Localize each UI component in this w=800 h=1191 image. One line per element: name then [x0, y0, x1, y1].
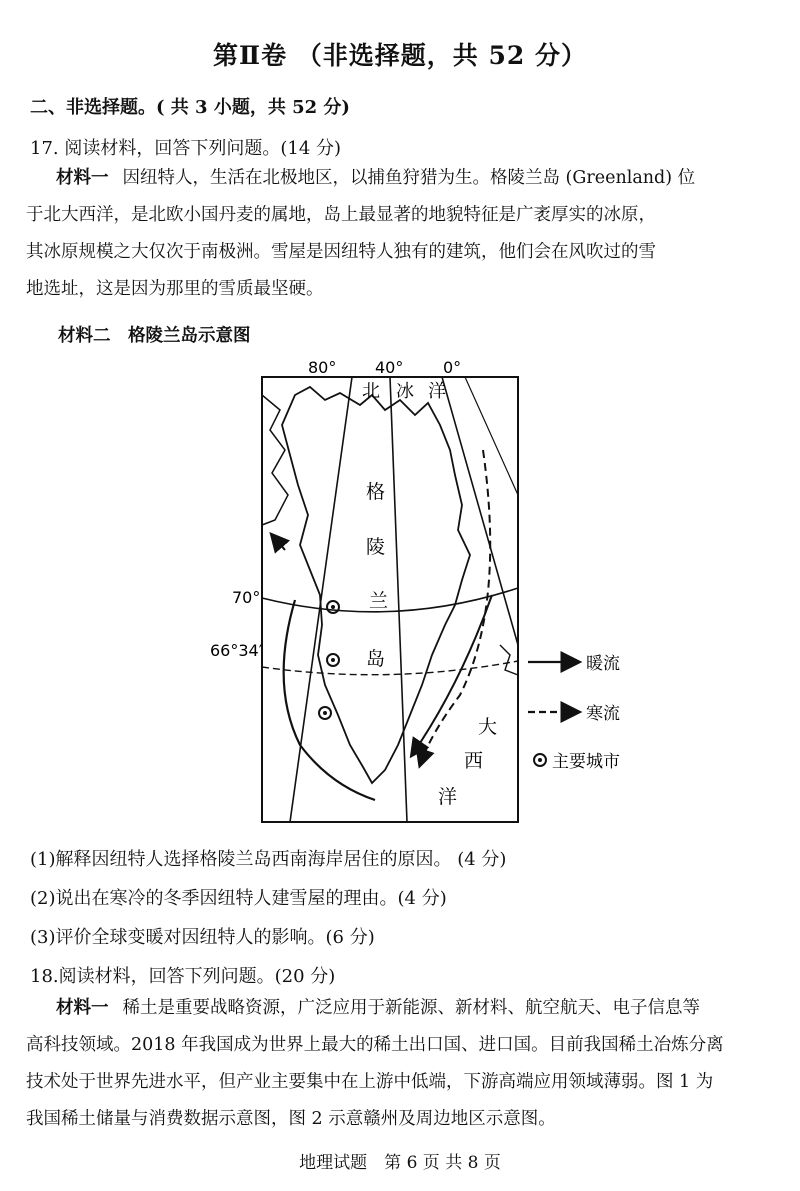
lat-label-arctic: 66°34′ — [210, 641, 263, 660]
label-xi: 西 — [464, 750, 484, 772]
q17-material-2-label: 材料二 格陵兰岛示意图 — [58, 326, 251, 346]
lon-label-80: 80° — [308, 358, 337, 377]
q17-sub-1: (1)解释因纽特人选择格陵兰岛西南海岸居住的原因。 (4 分) — [30, 849, 507, 870]
lat-label-70: 70° — [232, 588, 261, 607]
arctic-circle — [262, 661, 518, 675]
label-yang: 洋 — [428, 381, 446, 402]
lon-label-40: 40° — [375, 358, 404, 377]
q17-sub-3: (3)评价全球变暖对因纽特人的影响。(6 分) — [30, 927, 375, 948]
q18-m1-line-4: 我国稀土储量与消费数据示意图，图 2 示意赣州及周边地区示意图。 — [26, 1109, 556, 1129]
label-ling: 陵 — [366, 536, 386, 558]
q17-m1-line-2: 于北大西洋，是北欧小国丹麦的属地，岛上最显著的地貌特征是广袤厚实的冰原， — [26, 205, 656, 225]
label-bing: 冰 — [396, 381, 414, 402]
meridian-extra — [465, 377, 518, 495]
baffin-cold-current — [272, 535, 285, 550]
q18-m1-line-1: 材料一 稀土是重要战略资源，广泛应用于新能源、新材料、航空航天、电子信息等 — [56, 998, 700, 1018]
label-dao: 岛 — [366, 648, 386, 670]
q18-m1-line-3: 技术处于世界先进水平，但产业主要集中在上游中低端，下游高端应用领域薄弱。图 1 为 — [26, 1072, 714, 1092]
question-18-heading: 18.阅读材料，回答下列问题。(20 分) — [30, 966, 336, 987]
question-17-heading: 17. 阅读材料，回答下列问题。(14 分) — [30, 138, 342, 159]
page-title: 第Ⅱ卷 （非选择题，共 52 分） — [213, 41, 587, 70]
label-lan: 兰 — [369, 590, 389, 612]
greenland-coast — [282, 387, 470, 783]
q18-material-1 — [26, 990, 776, 1138]
label-bei: 北 — [362, 381, 380, 402]
q18-m1-line-2: 高科技领域。2018 年我国成为世界上最大的稀土出口国、进口国。目前我国稀土冶炼分离 — [26, 1035, 724, 1055]
q17-m1-line-1: 材料一 因纽特人，生活在北极地区，以捕鱼狩猎为生。格陵兰岛 (Greenland) 位 — [56, 168, 696, 188]
q17-material-1 — [26, 160, 776, 308]
q17-m1-label: 材料一 — [56, 168, 109, 188]
label-ge: 格 — [366, 481, 386, 503]
lon-label-0: 0° — [443, 358, 462, 377]
legend-warm-label: 暖流 — [586, 654, 620, 674]
label-ocean-yang: 洋 — [438, 786, 458, 808]
label-da: 大 — [478, 716, 498, 738]
section-heading: 二、非选择题。( 共 3 小题，共 52 分) — [30, 97, 350, 118]
legend-cold-label: 寒流 — [586, 704, 620, 724]
page-footer: 地理试题 第 6 页 共 8 页 — [299, 1153, 501, 1173]
q18-m1-label: 材料一 — [56, 998, 109, 1018]
q17-sub-2: (2)说出在寒冷的冬季因纽特人建雪屋的理由。(4 分) — [30, 888, 447, 909]
q17-m1-line-3: 其冰原规模之大仅次于南极洲。雪屋是因纽特人独有的建筑，他们会在风吹过的雪 — [26, 242, 656, 262]
canada-coast — [262, 395, 288, 525]
iceland-coast — [500, 645, 518, 675]
parallel-70 — [262, 588, 518, 612]
q17-m1-line-4: 地选址，这是因为那里的雪质最坚硬。 — [26, 279, 324, 299]
legend-city-label: 主要城市 — [552, 752, 620, 772]
greenland-map — [200, 355, 630, 830]
